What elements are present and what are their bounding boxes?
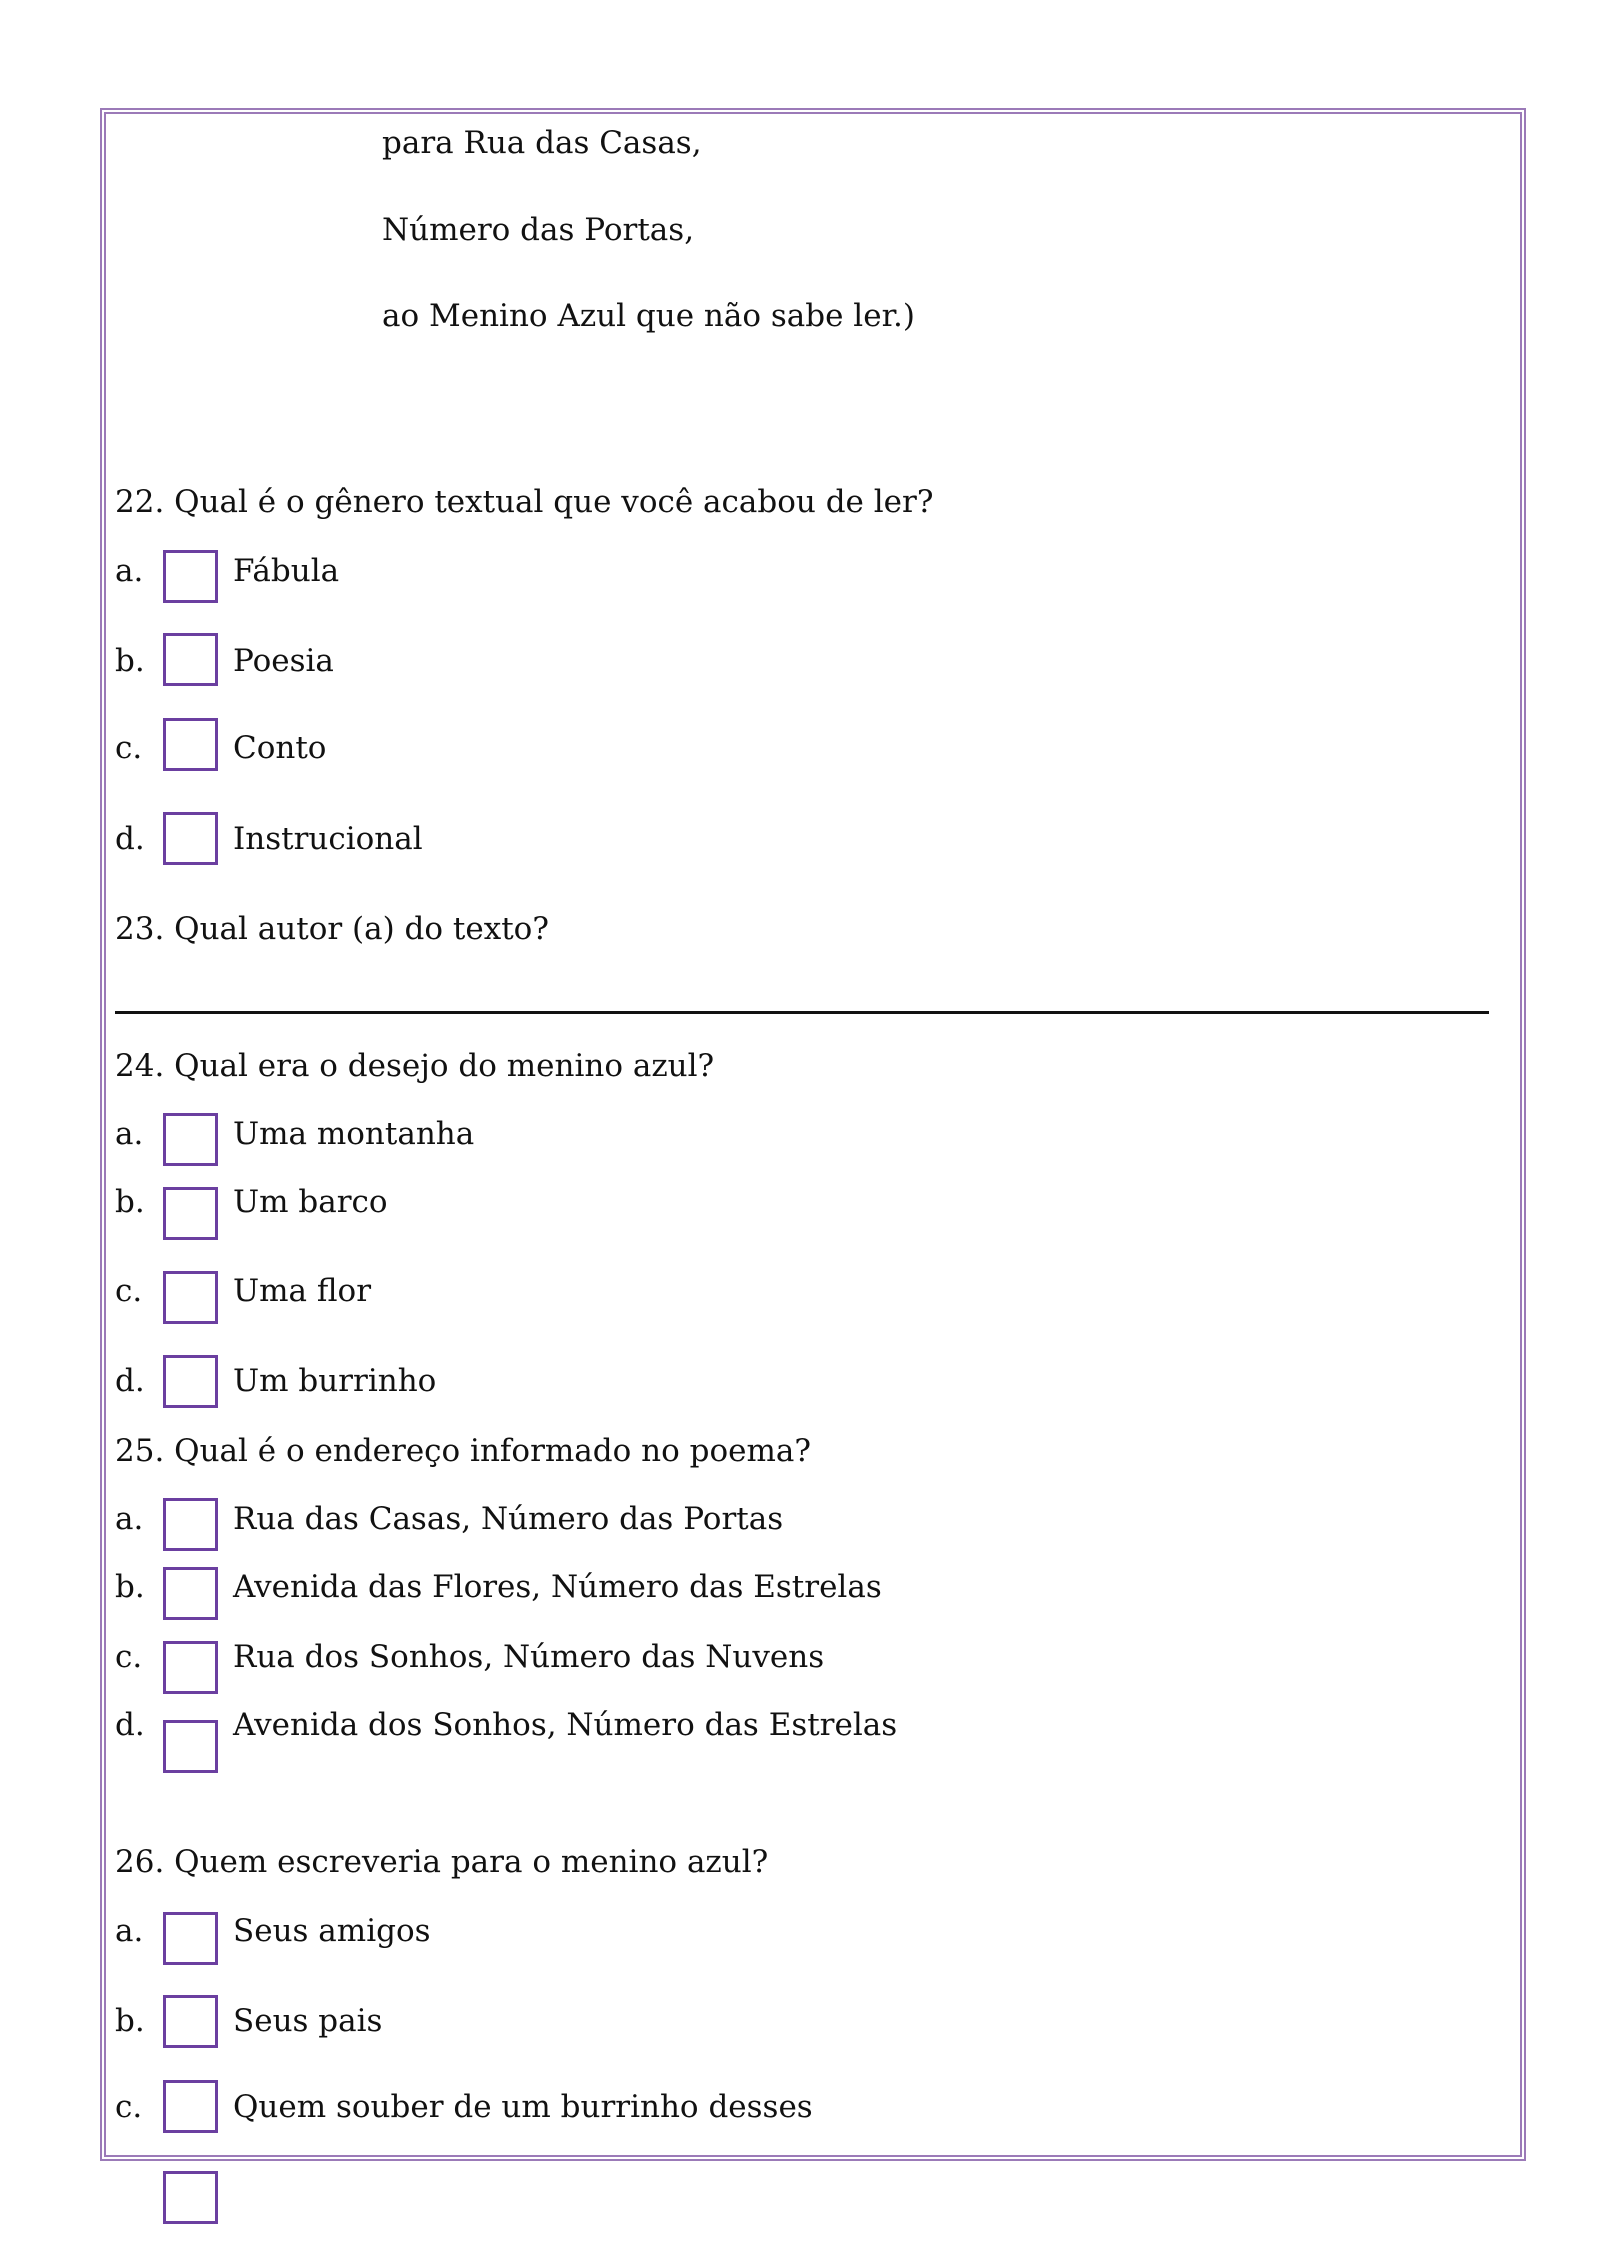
option-letter: a. xyxy=(115,553,144,589)
option-letter: d. xyxy=(115,1363,145,1399)
option-text: Seus pais xyxy=(233,2003,383,2039)
option-letter: c. xyxy=(115,1639,143,1675)
option-text: Fábula xyxy=(233,553,340,589)
checkbox[interactable] xyxy=(163,1498,218,1551)
question-22-label: 22. Qual é o gênero textual que você acabou de ler? xyxy=(115,484,934,520)
checkbox[interactable] xyxy=(163,1113,218,1166)
checkbox[interactable] xyxy=(163,718,218,771)
question-25-label: 25. Qual é o endereço informado no poema? xyxy=(115,1433,811,1469)
checkbox[interactable] xyxy=(163,1912,218,1965)
poem-line-3: ao Menino Azul que não sabe ler.) xyxy=(382,298,915,334)
checkbox[interactable] xyxy=(163,550,218,603)
option-text: Rua das Casas, Número das Portas xyxy=(233,1501,784,1537)
option-text: Quem souber de um burrinho desses xyxy=(233,2089,813,2125)
option-text: Um burrinho xyxy=(233,1363,437,1399)
question-23-label: 23. Qual autor (a) do texto? xyxy=(115,911,549,947)
option-letter: d. xyxy=(115,1707,145,1743)
poem-line-1: para Rua das Casas, xyxy=(382,125,702,161)
checkbox[interactable] xyxy=(163,1641,218,1694)
option-text: Avenida das Flores, Número das Estrelas xyxy=(233,1569,882,1605)
option-text: Uma flor xyxy=(233,1273,372,1309)
option-text: Uma montanha xyxy=(233,1116,475,1152)
option-text: Rua dos Sonhos, Número das Nuvens xyxy=(233,1639,825,1675)
option-letter: b. xyxy=(115,2003,145,2039)
answer-line[interactable] xyxy=(115,1011,1489,1014)
checkbox[interactable] xyxy=(163,2171,218,2224)
checkbox[interactable] xyxy=(163,1995,218,2048)
option-text: Conto xyxy=(233,730,327,766)
option-letter: a. xyxy=(115,1116,144,1152)
option-letter: b. xyxy=(115,643,145,679)
checkbox[interactable] xyxy=(163,1187,218,1240)
question-26-label: 26. Quem escreveria para o menino azul? xyxy=(115,1844,769,1880)
option-letter: c. xyxy=(115,1273,143,1309)
option-text: Avenida dos Sonhos, Número das Estrelas xyxy=(233,1707,898,1743)
checkbox[interactable] xyxy=(163,1567,218,1620)
question-24-label: 24. Qual era o desejo do menino azul? xyxy=(115,1048,715,1084)
option-letter: b. xyxy=(115,1569,145,1605)
option-text: Um barco xyxy=(233,1184,388,1220)
checkbox[interactable] xyxy=(163,1355,218,1408)
checkbox[interactable] xyxy=(163,2080,218,2133)
checkbox[interactable] xyxy=(163,1271,218,1324)
option-letter: d. xyxy=(115,821,145,857)
option-letter: c. xyxy=(115,2089,143,2125)
checkbox[interactable] xyxy=(163,1720,218,1773)
option-text: Seus amigos xyxy=(233,1913,431,1949)
option-letter: a. xyxy=(115,1501,144,1537)
option-text: Poesia xyxy=(233,643,334,679)
option-letter: c. xyxy=(115,730,143,766)
checkbox[interactable] xyxy=(163,812,218,865)
option-letter: a. xyxy=(115,1913,144,1949)
checkbox[interactable] xyxy=(163,633,218,686)
option-letter: b. xyxy=(115,1184,145,1220)
poem-line-2: Número das Portas, xyxy=(382,212,695,248)
option-text: Instrucional xyxy=(233,821,423,857)
